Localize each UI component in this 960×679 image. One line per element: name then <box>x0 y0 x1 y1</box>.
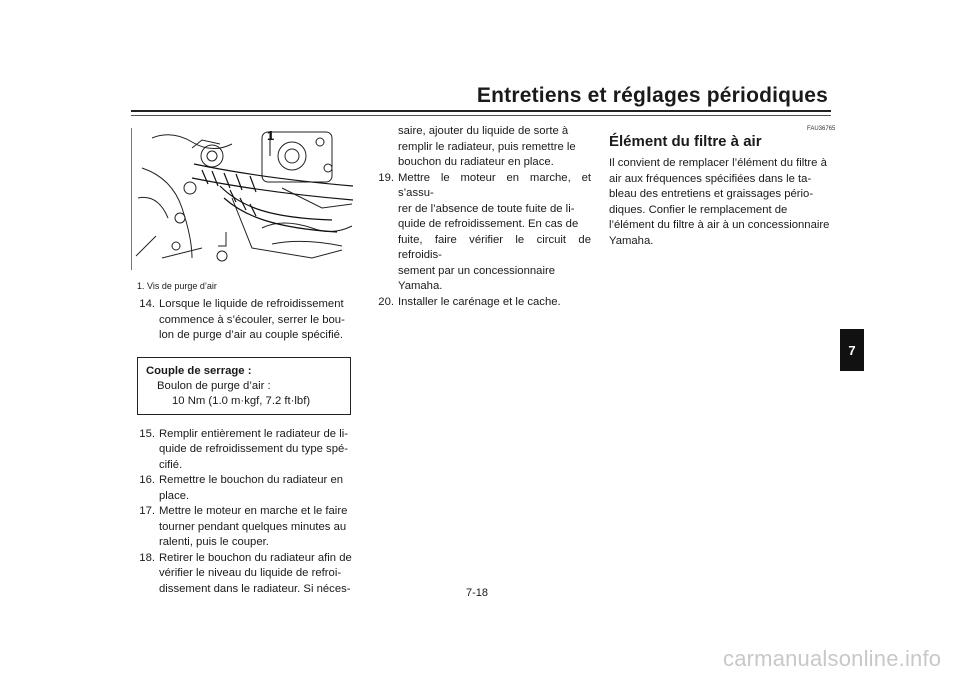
header-rule-thick <box>131 110 831 112</box>
body-line: l’élément du filtre à air à un concessionnaire <box>609 219 830 231</box>
step-line: lon de purge d’air au couple spécifié. <box>159 329 344 341</box>
figure-caption: 1. Vis de purge d’air <box>137 281 217 291</box>
step-line: Lorsque le liquide de refroidissement <box>159 298 344 310</box>
step-line: Remplir entièrement le radiateur de li- <box>159 427 348 440</box>
step-line: ralenti, puis le couper. <box>159 536 269 548</box>
column-3 <box>609 156 830 249</box>
body-line: bleau des entretiens et graissages pério- <box>609 188 814 200</box>
step-15 <box>131 427 352 474</box>
step-line: Mettre le moteur en marche et le faire <box>159 505 348 517</box>
step-line: vérifier le niveau du liquide de refroi- <box>159 567 342 579</box>
step-number: 15. <box>139 427 155 440</box>
step-number: 18. <box>139 551 155 564</box>
step-20 <box>370 295 591 311</box>
step-line: Installer le carénage et le cache. <box>398 295 561 308</box>
section-title: Élément du filtre à air <box>609 133 762 150</box>
step-18-continued <box>370 124 591 171</box>
step-19 <box>370 171 591 295</box>
header-rule-thin <box>131 115 831 116</box>
torque-value: 10 Nm (1.0 m·kgf, 7.2 ft·lbf) <box>172 394 311 407</box>
step-line: place. <box>159 489 190 502</box>
step-line: bouchon du radiateur en place. <box>398 156 554 168</box>
section-body <box>609 156 830 249</box>
step-line: rer de l’absence de toute fuite de li- <box>398 202 575 215</box>
step-line: dissement dans le radiateur. Si néces- <box>159 582 351 595</box>
step-17 <box>131 504 352 551</box>
step-line: cifié. <box>159 458 183 471</box>
body-line: air aux fréquences spécifiées dans le ta- <box>609 172 812 185</box>
step-number: 19. <box>378 171 394 184</box>
watermark: carmanualsonline.info <box>723 646 942 671</box>
step-number: 14. <box>139 298 155 310</box>
engine-illustration <box>131 128 353 270</box>
step-number: 17. <box>139 505 155 517</box>
torque-spec-box <box>137 357 351 415</box>
engine-drawing <box>132 128 353 270</box>
step-line: fuite, faire vérifier le circuit de refroidis- <box>398 233 591 261</box>
step-line: sement par un concessionnaire <box>398 264 555 277</box>
step-line: tourner pendant quelques minutes au <box>159 520 347 533</box>
torque-item: Boulon de purge d’air : <box>157 379 271 392</box>
step-number: 20. <box>378 295 394 308</box>
step-line: Mettre le moteur en marche, et s’assu- <box>398 171 591 199</box>
body-line: Yamaha. <box>609 234 654 247</box>
step-16 <box>131 473 352 504</box>
step-line: Retirer le bouchon du radiateur afin de <box>159 551 352 564</box>
torque-title: Couple de serrage : <box>146 364 252 377</box>
column-1 <box>131 297 352 597</box>
step-18 <box>131 551 352 598</box>
step-14 <box>131 297 352 344</box>
step-line: commence à s’écouler, serrer le bou- <box>159 313 345 326</box>
step-line: saire, ajouter du liquide de sorte à <box>398 125 569 137</box>
page-header-title: Entretiens et réglages périodiques <box>476 84 828 107</box>
chapter-tab: 7 <box>840 329 864 371</box>
step-line: quide de refroidissement du type spé- <box>159 443 349 455</box>
column-2 <box>370 124 591 310</box>
step-line: Yamaha. <box>398 280 443 292</box>
step-line: Remettre le bouchon du radiateur en <box>159 474 344 486</box>
step-line: quide de refroidissement. En cas de <box>398 218 579 230</box>
reference-code: FAU36765 <box>807 126 836 132</box>
step-line: remplir le radiateur, puis remettre le <box>398 140 576 153</box>
step-number: 16. <box>139 474 155 486</box>
body-line: diques. Confier le remplacement de <box>609 203 788 216</box>
page-number: 7-18 <box>466 587 489 599</box>
figure-callout: 1 <box>267 128 275 143</box>
body-line: Il convient de remplacer l’élément du filtre à <box>609 157 827 169</box>
